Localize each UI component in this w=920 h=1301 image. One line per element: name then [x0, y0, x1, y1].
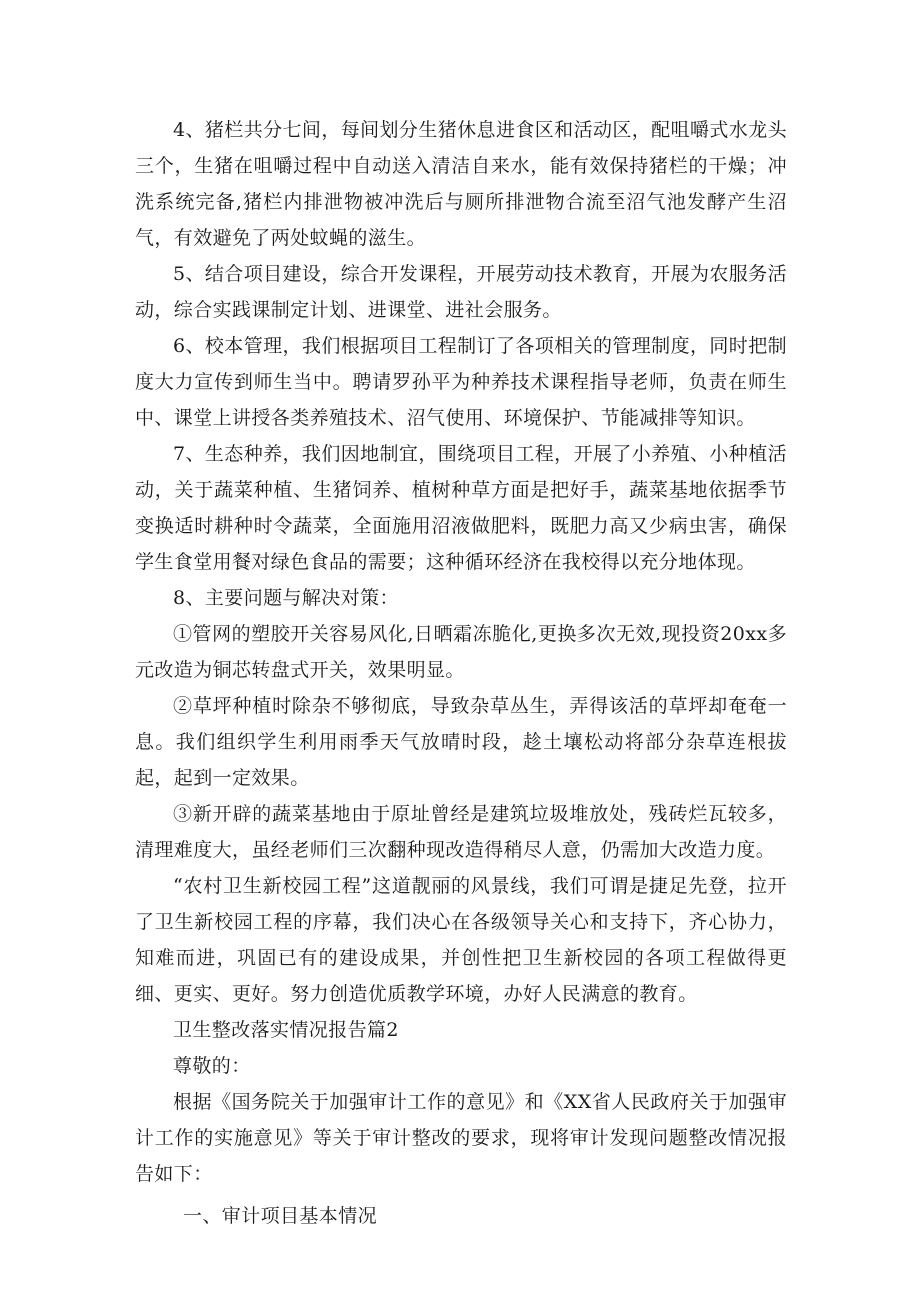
paragraph-problem-1: ①管网的塑胶开关容易风化,日晒霜冻脆化,更换多次无效,现投资20xx多元改造为铜芯转盘式开关，效果明显。 — [135, 623, 787, 681]
paragraph-problem-2: ②草坪种植时除杂不够彻底，导致杂草丛生，弄得该活的草坪却奄奄一息。我们组织学生利用雨季天气放晴时段，趁土壤松动将部分杂草连根拔起，起到一定效果。 — [135, 695, 787, 789]
report-intro: 根据《国务院关于加强审计工作的意见》和《XX省人民政府关于加强审计工作的实施意见》等关于审计整改的要求，现将审计发现问题整改情况报告如下： — [135, 1091, 787, 1185]
section-heading-audit-overview: 一、审计项目基本情况 — [183, 1205, 378, 1227]
paragraph-curriculum: 5、结合项目建设，综合开发课程，开展劳动技术教育，开展为农服务活动，综合实践课制定计划、进课堂、进社会服务。 — [135, 263, 787, 321]
report-salutation: 尊敬的： — [173, 1055, 251, 1077]
paragraph-problem-3: ③新开辟的蔬菜基地由于原址曾经是建筑垃圾堆放处，残砖烂瓦较多，清理难度大，虽经老师们三次翻种现改造得稍尽人意，仍需加大改造力度。 — [135, 803, 787, 861]
paragraph-school-management: 6、校本管理，我们根据项目工程制订了各项相关的管理制度，同时把制度大力宣传到师生当中。聘请罗孙平为种养技术课程指导老师，负责在师生中、课堂上讲授各类养殖技术、沼气使用、环境保护、节能减排等知识。 — [135, 335, 787, 429]
paragraph-pig-pen: 4、猪栏共分七间，每间划分生猪休息进食区和活动区，配咀嚼式水龙头三个，生猪在咀嚼过程中自动送入清洁自来水，能有效保持猪栏的干燥；冲洗系统完备,猪栏内排泄物被冲洗后与厕所排泄物合流至沼气池发酵产生沼气，有效避免了两处蚊蝇的滋生。 — [135, 119, 787, 249]
paragraph-problems-heading: 8、主要问题与解决对策： — [173, 587, 399, 609]
report-title: 卫生整改落实情况报告篇2 — [173, 1019, 399, 1041]
document-body — [135, 112, 787, 1234]
paragraph-ecological-farming: 7、生态种养，我们因地制宜，围绕项目工程，开展了小养殖、小种植活动，关于蔬菜种植、生猪饲养、植树种草方面是把好手，蔬菜基地依据季节变换适时耕种时令蔬菜，全面施用沼液做肥料，既肥力高又少病虫害，确保学生食堂用餐对绿色食品的需要；这种循环经济在我校得以充分地体现。 — [135, 443, 787, 573]
paragraph-summary: “农村卫生新校园工程”这道靓丽的风景线，我们可谓是捷足先登，拉开了卫生新校园工程的序幕，我们决心在各级领导关心和支持下，齐心协力，知难而进，巩固已有的建设成果，并创性把卫生新校园的各项工程做得更细、更实、更好。努力创造优质教学环境，办好人民满意的教育。 — [135, 875, 787, 1005]
